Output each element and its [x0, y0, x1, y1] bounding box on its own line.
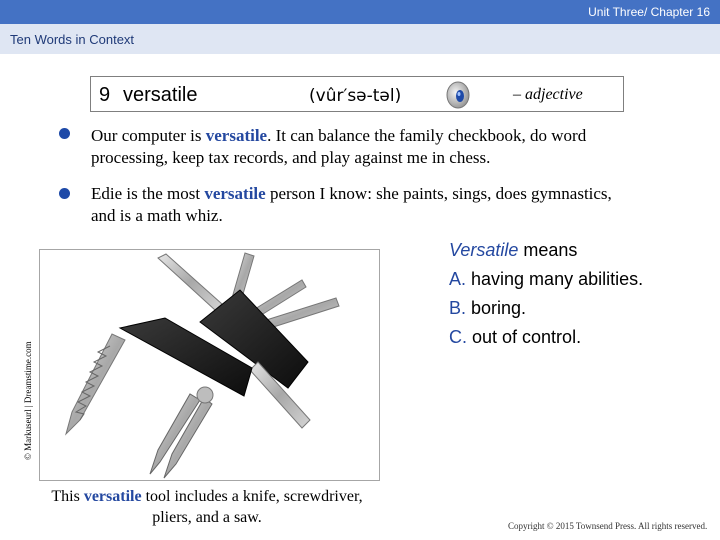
answer-option-b[interactable]	[449, 294, 643, 323]
caption-text: tool includes a knife, screwdriver, pliers, and a saw.	[141, 488, 363, 526]
question-term: Versatile	[449, 240, 519, 260]
option-text: boring.	[466, 298, 527, 318]
speaker-icon[interactable]	[445, 80, 475, 110]
example-highlight: versatile	[205, 126, 268, 145]
word-term: versatile	[123, 84, 198, 106]
photo-credit: © Markuseurl | Dreamstime.com	[23, 341, 33, 460]
example-text: Edie is the most	[91, 184, 205, 203]
section-bar	[0, 24, 720, 54]
chapter-label: Unit Three/ Chapter 16	[588, 5, 710, 19]
part-of-speech: – adjective	[513, 86, 583, 103]
vocabulary-word-box	[90, 76, 624, 112]
option-letter: C.	[449, 327, 467, 347]
example-text: Our computer is	[91, 126, 206, 145]
option-text: having many abilities.	[466, 269, 644, 289]
word-number: 9	[99, 84, 111, 106]
question-text: means	[518, 240, 578, 260]
option-letter: A.	[449, 269, 467, 289]
copyright-notice: Copyright © 2015 Townsend Press. All rights reserved.	[508, 521, 708, 531]
top-bar	[0, 0, 720, 24]
bullet-icon	[59, 188, 70, 199]
example-text: . It can balance the family checkbook, do word processing, keep tax records, and play against me in chess.	[91, 126, 587, 167]
example-sentence-1	[91, 125, 651, 169]
multitool-photo	[39, 249, 380, 481]
example-text: person I know: she paints, sings, does gymnastics, and is a math whiz.	[91, 184, 612, 225]
bullet-icon	[59, 128, 70, 139]
example-sentence-2	[91, 183, 631, 227]
example-highlight: versatile	[204, 184, 266, 203]
photo-caption	[50, 486, 364, 528]
answer-option-a[interactable]	[449, 265, 643, 294]
option-letter: B.	[449, 298, 467, 318]
multitool-icon	[40, 250, 380, 481]
section-title: Ten Words in Context	[10, 32, 135, 47]
answer-option-c[interactable]	[449, 323, 643, 352]
question-stem	[449, 236, 643, 265]
option-text: out of control.	[467, 327, 582, 347]
caption-text: This	[51, 488, 84, 505]
caption-highlight: versatile	[83, 488, 142, 505]
pronunciation: (vûr′sə-təl)	[309, 86, 402, 106]
definition-question	[449, 236, 643, 352]
